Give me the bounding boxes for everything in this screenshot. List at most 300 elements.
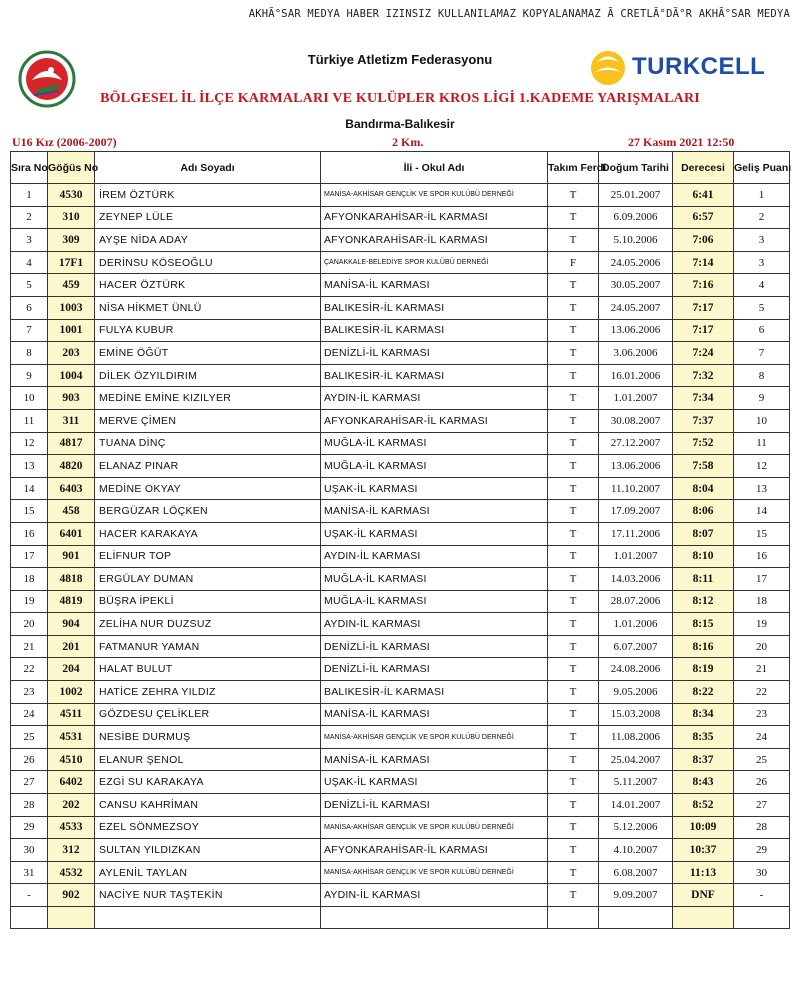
- cell-name: HATİCE ZEHRA YILDIZ: [95, 681, 321, 704]
- cell-derece: 8:22: [673, 681, 734, 704]
- cell-name: TUANA DİNÇ: [95, 432, 321, 455]
- cell-gelis: 14: [734, 500, 790, 523]
- cell-gelis: 28: [734, 816, 790, 839]
- cell-takim-ferdi: T: [548, 839, 599, 862]
- cell-gelis: 7: [734, 342, 790, 365]
- cell-gelis: 29: [734, 839, 790, 862]
- table-row: [11, 613, 790, 636]
- table-row: [11, 748, 790, 771]
- col-header-takim: Takım Ferdi: [548, 152, 599, 184]
- cell-sira: 22: [11, 658, 48, 681]
- cell-sira: 1: [11, 184, 48, 207]
- cell-dogum: 1.01.2006: [599, 613, 673, 636]
- cell-takim-ferdi: T: [548, 884, 599, 907]
- cell-derece: 8:43: [673, 771, 734, 794]
- cell-dogum: 6.07.2007: [599, 635, 673, 658]
- cell-name: MEDİNE OKYAY: [95, 477, 321, 500]
- col-header-gelis: Geliş Puanı: [734, 152, 790, 184]
- cell-derece: 7:14: [673, 251, 734, 274]
- cell-bib: 4532: [48, 861, 95, 884]
- cell-takim-ferdi: T: [548, 342, 599, 365]
- cell-club: MANİSA-İL KARMASI: [321, 500, 548, 523]
- cell-club: AFYONKARAHİSAR-İL KARMASI: [321, 206, 548, 229]
- cell-derece: 8:06: [673, 500, 734, 523]
- cell-name: AYŞE NİDA ADAY: [95, 229, 321, 252]
- cell-club: BALIKESİR-İL KARMASI: [321, 296, 548, 319]
- cell-bib: 903: [48, 387, 95, 410]
- cell-bib: 901: [48, 545, 95, 568]
- federation-name: Türkiye Atletizm Federasyonu: [307, 52, 493, 67]
- table-row: [11, 274, 790, 297]
- cell-sira: 16: [11, 522, 48, 545]
- cell-bib: 202: [48, 794, 95, 817]
- cell-club: MUĞLA-İL KARMASI: [321, 455, 548, 478]
- cell-derece: 8:04: [673, 477, 734, 500]
- table-row: [11, 206, 790, 229]
- cell-name: FULYA KUBUR: [95, 319, 321, 342]
- cell-bib: 1001: [48, 319, 95, 342]
- cell-bib: 1003: [48, 296, 95, 319]
- cell-bib: 4819: [48, 590, 95, 613]
- cell-gelis: 25: [734, 748, 790, 771]
- cell-takim-ferdi: T: [548, 455, 599, 478]
- cell-takim-ferdi: T: [548, 274, 599, 297]
- cell-gelis: 21: [734, 658, 790, 681]
- cell-derece: 7:16: [673, 274, 734, 297]
- cell-dogum: 30.08.2007: [599, 409, 673, 432]
- cell-takim-ferdi: T: [548, 771, 599, 794]
- cell-derece: 10:37: [673, 839, 734, 862]
- cell-dogum: 24.05.2006: [599, 251, 673, 274]
- cell-name: ERGÜLAY DUMAN: [95, 568, 321, 591]
- cell-dogum: 27.12.2007: [599, 432, 673, 455]
- cell-takim-ferdi: T: [548, 409, 599, 432]
- empty-cell: [321, 907, 548, 929]
- cell-bib: 459: [48, 274, 95, 297]
- cell-takim-ferdi: T: [548, 681, 599, 704]
- table-row: [11, 861, 790, 884]
- cell-takim-ferdi: T: [548, 229, 599, 252]
- cell-club: MANİSA-AKHİSAR GENÇLİK VE SPOR KULÜBÜ DERNEĞİ: [321, 184, 548, 207]
- cell-gelis: 26: [734, 771, 790, 794]
- cell-gelis: 3: [734, 229, 790, 252]
- cell-derece: 8:11: [673, 568, 734, 591]
- cell-derece: 7:34: [673, 387, 734, 410]
- cell-name: AYLENİL TAYLAN: [95, 861, 321, 884]
- empty-cell: [734, 907, 790, 929]
- cell-derece: DNF: [673, 884, 734, 907]
- cell-name: HACER KARAKAYA: [95, 522, 321, 545]
- cell-sira: 3: [11, 229, 48, 252]
- cell-name: GÖZDESU ÇELİKLER: [95, 703, 321, 726]
- cell-club: AYDIN-İL KARMASI: [321, 613, 548, 636]
- cell-takim-ferdi: T: [548, 726, 599, 749]
- col-header-adi: Adı Soyadı: [95, 152, 321, 184]
- cell-dogum: 17.09.2007: [599, 500, 673, 523]
- cell-dogum: 17.11.2006: [599, 522, 673, 545]
- table-row: [11, 477, 790, 500]
- cell-derece: 7:17: [673, 296, 734, 319]
- cell-sira: 25: [11, 726, 48, 749]
- cell-takim-ferdi: T: [548, 568, 599, 591]
- col-header-ili: İli - Okul Adı: [321, 152, 548, 184]
- cell-derece: 8:15: [673, 613, 734, 636]
- cell-sira: 4: [11, 251, 48, 274]
- cell-gelis: 4: [734, 274, 790, 297]
- cell-dogum: 5.10.2006: [599, 229, 673, 252]
- cell-derece: 8:19: [673, 658, 734, 681]
- cell-bib: 4510: [48, 748, 95, 771]
- cell-dogum: 15.03.2008: [599, 703, 673, 726]
- cell-dogum: 5.12.2006: [599, 816, 673, 839]
- cell-sira: 11: [11, 409, 48, 432]
- table-row: [11, 455, 790, 478]
- cell-club: DENİZLİ-İL KARMASI: [321, 635, 548, 658]
- cell-name: ELANUR ŞENOL: [95, 748, 321, 771]
- table-row: [11, 590, 790, 613]
- cell-derece: 7:58: [673, 455, 734, 478]
- cell-club: AFYONKARAHİSAR-İL KARMASI: [321, 229, 548, 252]
- cell-bib: 204: [48, 658, 95, 681]
- cell-sira: 28: [11, 794, 48, 817]
- cell-bib: 4818: [48, 568, 95, 591]
- table-row: [11, 635, 790, 658]
- cell-takim-ferdi: T: [548, 522, 599, 545]
- cell-name: DERİNSU KÖSEOĞLU: [95, 251, 321, 274]
- cell-club: MANİSA-İL KARMASI: [321, 748, 548, 771]
- date-label: 27 Kasım 2021 12:50: [628, 135, 735, 149]
- cell-club: DENİZLİ-İL KARMASI: [321, 794, 548, 817]
- cell-gelis: 17: [734, 568, 790, 591]
- cell-sira: 20: [11, 613, 48, 636]
- cell-sira: 18: [11, 568, 48, 591]
- cell-club: MANİSA-İL KARMASI: [321, 703, 548, 726]
- cell-gelis: 16: [734, 545, 790, 568]
- cell-gelis: 18: [734, 590, 790, 613]
- table-row: [11, 409, 790, 432]
- cell-club: MANİSA-İL KARMASI: [321, 274, 548, 297]
- empty-cell: [599, 907, 673, 929]
- cell-gelis: 1: [734, 184, 790, 207]
- cell-sira: 15: [11, 500, 48, 523]
- cell-derece: 10:09: [673, 816, 734, 839]
- cell-gelis: 11: [734, 432, 790, 455]
- cell-bib: 309: [48, 229, 95, 252]
- results-body: [11, 184, 790, 929]
- cell-takim-ferdi: T: [548, 703, 599, 726]
- cell-gelis: 22: [734, 681, 790, 704]
- cell-takim-ferdi: T: [548, 658, 599, 681]
- cell-derece: 8:34: [673, 703, 734, 726]
- table-row: [11, 681, 790, 704]
- cell-dogum: 1.01.2007: [599, 545, 673, 568]
- cell-bib: 201: [48, 635, 95, 658]
- cell-sira: 23: [11, 681, 48, 704]
- cell-bib: 4817: [48, 432, 95, 455]
- cell-gelis: -: [734, 884, 790, 907]
- cell-name: ELANAZ PINAR: [95, 455, 321, 478]
- cell-derece: 6:57: [673, 206, 734, 229]
- results-table: [10, 151, 790, 929]
- cell-gelis: 13: [734, 477, 790, 500]
- cell-sira: 10: [11, 387, 48, 410]
- cell-name: EZEL SÖNMEZSOY: [95, 816, 321, 839]
- cell-club: MANİSA-AKHİSAR GENÇLİK VE SPOR KULÜBÜ DERNEĞİ: [321, 816, 548, 839]
- cell-bib: 4531: [48, 726, 95, 749]
- cell-sira: 17: [11, 545, 48, 568]
- cell-derece: 7:17: [673, 319, 734, 342]
- cell-dogum: 9.09.2007: [599, 884, 673, 907]
- cell-takim-ferdi: T: [548, 748, 599, 771]
- col-header-sira: Sıra No: [11, 152, 48, 184]
- empty-cell: [11, 907, 48, 929]
- cell-gelis: 9: [734, 387, 790, 410]
- cell-gelis: 6: [734, 319, 790, 342]
- cell-takim-ferdi: T: [548, 206, 599, 229]
- cell-bib: 904: [48, 613, 95, 636]
- cell-dogum: 25.04.2007: [599, 748, 673, 771]
- cell-sira: 19: [11, 590, 48, 613]
- cell-name: BERGÜZAR LÖÇKEN: [95, 500, 321, 523]
- cell-bib: 4511: [48, 703, 95, 726]
- cell-club: AYDIN-İL KARMASI: [321, 545, 548, 568]
- cell-bib: 1004: [48, 364, 95, 387]
- cell-name: ZEYNEP LÜLE: [95, 206, 321, 229]
- cell-gelis: 30: [734, 861, 790, 884]
- cell-dogum: 16.01.2006: [599, 364, 673, 387]
- cell-gelis: 19: [734, 613, 790, 636]
- cell-bib: 1002: [48, 681, 95, 704]
- table-row: [11, 387, 790, 410]
- cell-derece: 11:13: [673, 861, 734, 884]
- cell-takim-ferdi: T: [548, 613, 599, 636]
- cell-derece: 8:35: [673, 726, 734, 749]
- cell-club: MUĞLA-İL KARMASI: [321, 432, 548, 455]
- table-row: [11, 884, 790, 907]
- cell-bib: 310: [48, 206, 95, 229]
- cell-bib: 902: [48, 884, 95, 907]
- cell-sira: 14: [11, 477, 48, 500]
- empty-cell: [95, 907, 321, 929]
- cell-dogum: 13.06.2006: [599, 455, 673, 478]
- cell-sira: 12: [11, 432, 48, 455]
- cell-takim-ferdi: T: [548, 794, 599, 817]
- empty-cell: [548, 907, 599, 929]
- cell-sira: 13: [11, 455, 48, 478]
- cell-name: HALAT BULUT: [95, 658, 321, 681]
- cell-gelis: 24: [734, 726, 790, 749]
- cell-club: BALIKESİR-İL KARMASI: [321, 319, 548, 342]
- cell-dogum: 9.05.2006: [599, 681, 673, 704]
- cell-gelis: 8: [734, 364, 790, 387]
- cell-bib: 6402: [48, 771, 95, 794]
- cell-name: NESİBE DURMUŞ: [95, 726, 321, 749]
- cell-dogum: 11.10.2007: [599, 477, 673, 500]
- col-header-derece: Derecesi: [673, 152, 734, 184]
- cell-takim-ferdi: F: [548, 251, 599, 274]
- table-row: [11, 251, 790, 274]
- cell-derece: 8:12: [673, 590, 734, 613]
- cell-derece: 7:37: [673, 409, 734, 432]
- cell-takim-ferdi: T: [548, 477, 599, 500]
- cell-sira: -: [11, 884, 48, 907]
- cell-dogum: 6.08.2007: [599, 861, 673, 884]
- cell-club: DENİZLİ-İL KARMASI: [321, 342, 548, 365]
- cell-takim-ferdi: T: [548, 319, 599, 342]
- page-title: BÖLGESEL İL İLÇE KARMALARI VE KULÜPLER KROS LİGİ 1.KADEME YARIŞMALARI: [100, 91, 700, 106]
- cell-sira: 29: [11, 816, 48, 839]
- cell-sira: 5: [11, 274, 48, 297]
- cell-gelis: 23: [734, 703, 790, 726]
- cell-name: NİSA HİKMET ÜNLÜ: [95, 296, 321, 319]
- cell-dogum: 14.01.2007: [599, 794, 673, 817]
- cell-takim-ferdi: T: [548, 500, 599, 523]
- cell-name: EZGİ SU KARAKAYA: [95, 771, 321, 794]
- cell-takim-ferdi: T: [548, 861, 599, 884]
- cell-name: EMİNE ÖĞÜT: [95, 342, 321, 365]
- cell-dogum: 6.09.2006: [599, 206, 673, 229]
- cell-sira: 8: [11, 342, 48, 365]
- cell-name: SULTAN YILDIZKAN: [95, 839, 321, 862]
- table-row: [11, 568, 790, 591]
- cell-bib: 4530: [48, 184, 95, 207]
- table-row: [11, 229, 790, 252]
- table-header-row: [11, 152, 790, 184]
- cell-name: CANSU KAHRİMAN: [95, 794, 321, 817]
- table-row: [11, 184, 790, 207]
- cell-club: UŞAK-İL KARMASI: [321, 771, 548, 794]
- table-row: [11, 342, 790, 365]
- cell-bib: 4820: [48, 455, 95, 478]
- cell-derece: 7:24: [673, 342, 734, 365]
- cell-dogum: 1.01.2007: [599, 387, 673, 410]
- table-row: [11, 364, 790, 387]
- table-row: [11, 545, 790, 568]
- table-row: [11, 726, 790, 749]
- cell-takim-ferdi: T: [548, 387, 599, 410]
- cell-sira: 31: [11, 861, 48, 884]
- cell-derece: 8:16: [673, 635, 734, 658]
- cell-club: ÇANAKKALE-BELEDİYE SPOR KULÜBÜ DERNEĞİ: [321, 251, 548, 274]
- cell-gelis: 10: [734, 409, 790, 432]
- cell-gelis: 2: [734, 206, 790, 229]
- cell-name: ELİFNUR TOP: [95, 545, 321, 568]
- cell-dogum: 30.05.2007: [599, 274, 673, 297]
- cell-derece: 7:52: [673, 432, 734, 455]
- cell-club: MANİSA-AKHİSAR GENÇLİK VE SPOR KULÜBÜ DERNEĞİ: [321, 726, 548, 749]
- cell-sira: 2: [11, 206, 48, 229]
- sponsor-name: TURKCELL: [632, 53, 766, 80]
- cell-club: AYDIN-İL KARMASI: [321, 387, 548, 410]
- cell-dogum: 13.06.2006: [599, 319, 673, 342]
- empty-cell: [673, 907, 734, 929]
- cell-dogum: 11.08.2006: [599, 726, 673, 749]
- cell-bib: 17F1: [48, 251, 95, 274]
- venue: Bandırma-Balıkesir: [345, 117, 455, 131]
- cell-bib: 4533: [48, 816, 95, 839]
- cell-club: AFYONKARAHİSAR-İL KARMASI: [321, 839, 548, 862]
- cell-sira: 7: [11, 319, 48, 342]
- cell-takim-ferdi: T: [548, 364, 599, 387]
- cell-sira: 27: [11, 771, 48, 794]
- cell-sira: 6: [11, 296, 48, 319]
- cell-club: DENİZLİ-İL KARMASI: [321, 658, 548, 681]
- cell-name: BÜŞRA İPEKLİ: [95, 590, 321, 613]
- cell-gelis: 27: [734, 794, 790, 817]
- empty-cell: [48, 907, 95, 929]
- cell-dogum: 4.10.2007: [599, 839, 673, 862]
- table-row: [11, 794, 790, 817]
- cell-takim-ferdi: T: [548, 590, 599, 613]
- distance-label: 2 Km.: [392, 135, 424, 149]
- cell-club: MUĞLA-İL KARMASI: [321, 590, 548, 613]
- cell-sira: 24: [11, 703, 48, 726]
- cell-dogum: 24.05.2007: [599, 296, 673, 319]
- cell-name: FATMANUR YAMAN: [95, 635, 321, 658]
- cell-takim-ferdi: T: [548, 635, 599, 658]
- cell-club: UŞAK-İL KARMASI: [321, 522, 548, 545]
- cell-club: AFYONKARAHİSAR-İL KARMASI: [321, 409, 548, 432]
- cell-dogum: 5.11.2007: [599, 771, 673, 794]
- table-row: [11, 319, 790, 342]
- table-row: [11, 522, 790, 545]
- cell-club: BALIKESİR-İL KARMASI: [321, 681, 548, 704]
- cell-takim-ferdi: T: [548, 545, 599, 568]
- cell-derece: 8:37: [673, 748, 734, 771]
- cell-derece: 7:06: [673, 229, 734, 252]
- col-header-dogum: Doğum Tarihi: [599, 152, 673, 184]
- cell-takim-ferdi: T: [548, 296, 599, 319]
- cell-gelis: 12: [734, 455, 790, 478]
- cell-sira: 9: [11, 364, 48, 387]
- cell-gelis: 3: [734, 251, 790, 274]
- cell-sira: 21: [11, 635, 48, 658]
- table-row: [11, 432, 790, 455]
- cell-bib: 458: [48, 500, 95, 523]
- cell-name: DİLEK ÖZYILDIRIM: [95, 364, 321, 387]
- cell-derece: 8:52: [673, 794, 734, 817]
- table-row: [11, 839, 790, 862]
- cell-name: HACER ÖZTÜRK: [95, 274, 321, 297]
- cell-takim-ferdi: T: [548, 816, 599, 839]
- cell-club: MUĞLA-İL KARMASI: [321, 568, 548, 591]
- table-row: [11, 703, 790, 726]
- cell-dogum: 14.03.2006: [599, 568, 673, 591]
- cell-bib: 311: [48, 409, 95, 432]
- cell-gelis: 15: [734, 522, 790, 545]
- cell-bib: 6401: [48, 522, 95, 545]
- table-row: [11, 658, 790, 681]
- cell-bib: 203: [48, 342, 95, 365]
- table-row: [11, 771, 790, 794]
- cell-derece: 7:32: [673, 364, 734, 387]
- cell-bib: 6403: [48, 477, 95, 500]
- cell-dogum: 25.01.2007: [599, 184, 673, 207]
- cell-name: NACİYE NUR TAŞTEKİN: [95, 884, 321, 907]
- cell-club: UŞAK-İL KARMASI: [321, 477, 548, 500]
- cell-takim-ferdi: T: [548, 184, 599, 207]
- cell-gelis: 5: [734, 296, 790, 319]
- cell-name: ZELİHA NUR DUZSUZ: [95, 613, 321, 636]
- cell-bib: 312: [48, 839, 95, 862]
- category-label: U16 Kız (2006-2007): [12, 135, 117, 149]
- table-row: [11, 500, 790, 523]
- watermark-text: AKHÃ°SAR MEDYA HABER IZINSIZ KULLANILAMAZ KOPYALANAMAZ Ã CRETLÃ°DÃ°R AKHÃ°SAR MEDYA: [248, 8, 790, 20]
- empty-row: [11, 907, 790, 929]
- cell-club: AYDIN-İL KARMASI: [321, 884, 548, 907]
- cell-derece: 6:41: [673, 184, 734, 207]
- cell-name: MEDİNE EMİNE KIZILYER: [95, 387, 321, 410]
